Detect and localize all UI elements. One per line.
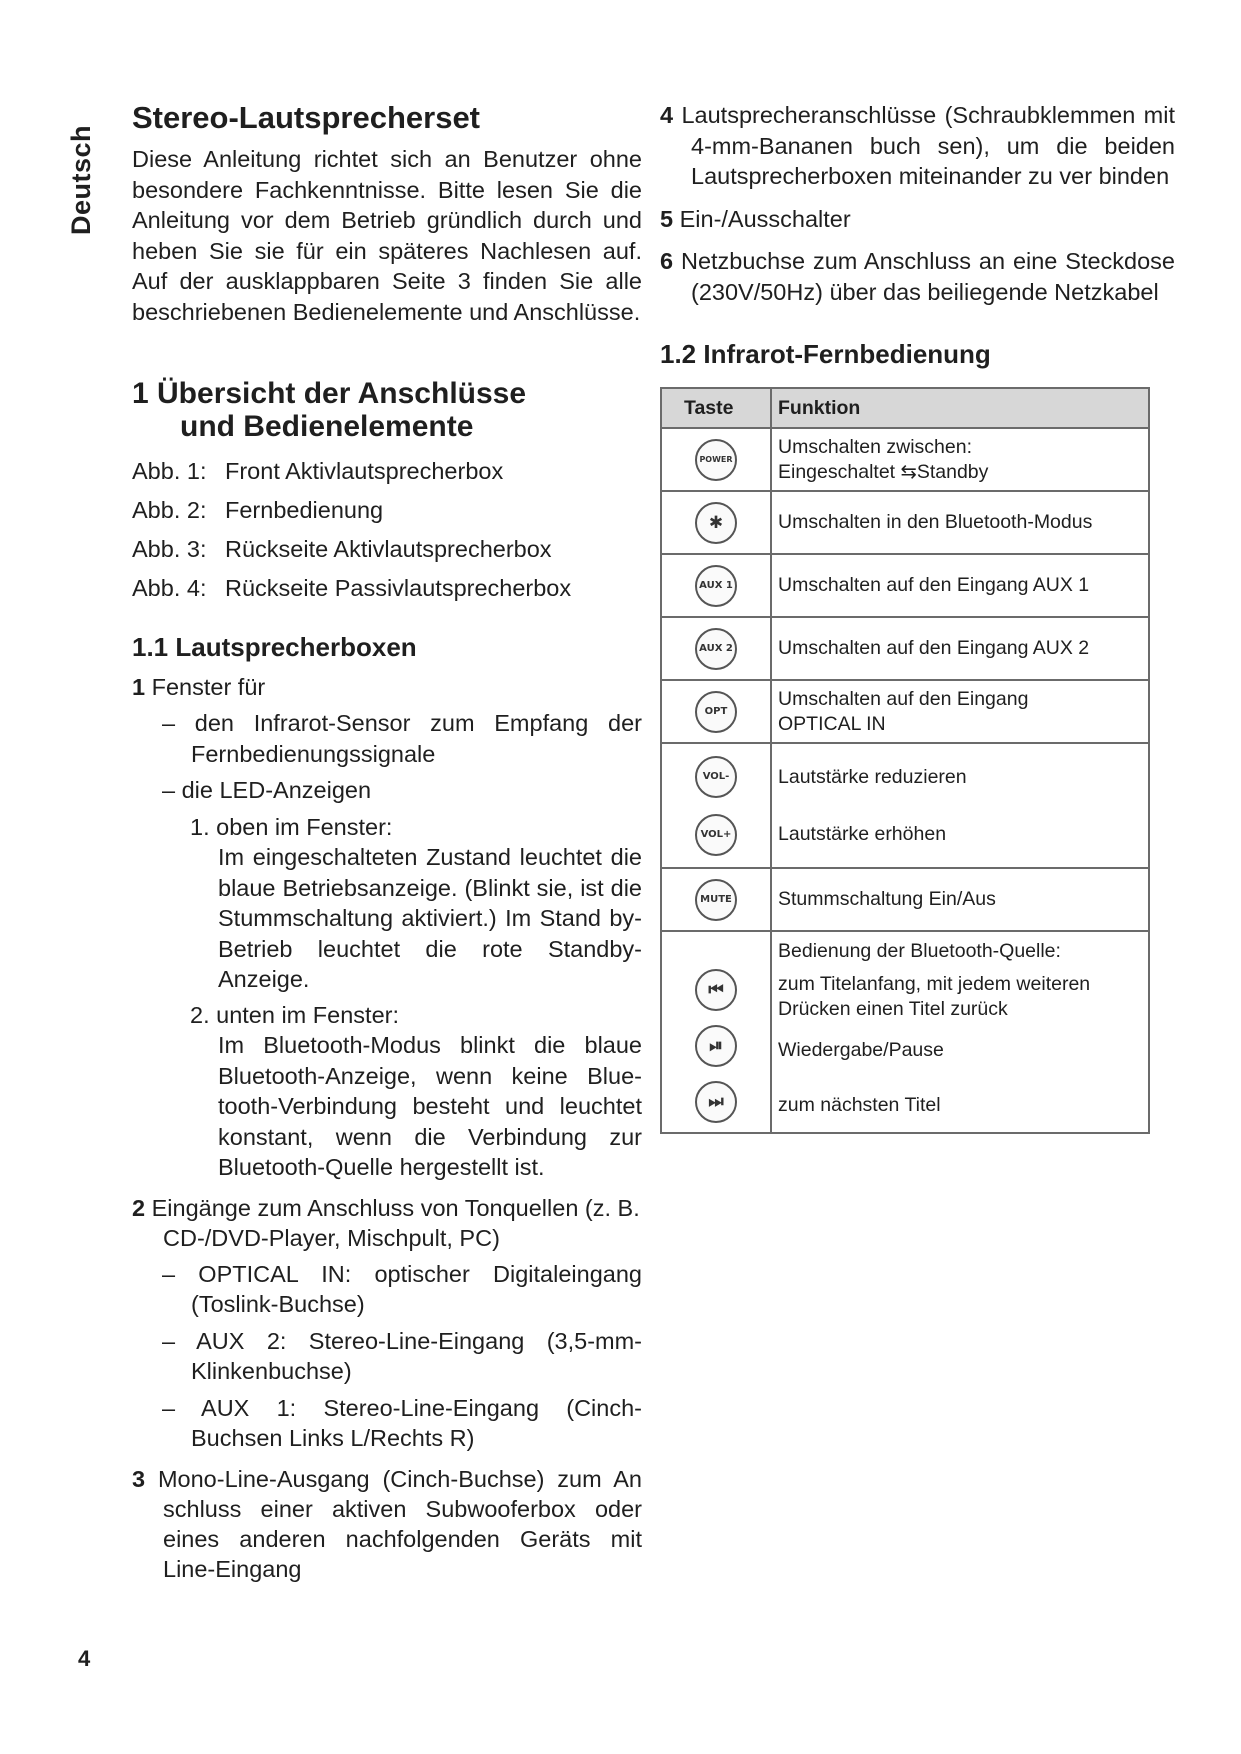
function-text: Lautstärke erhöhen: [778, 822, 947, 845]
table-row: [661, 554, 1149, 617]
volume-up-icon: VOL+: [695, 814, 737, 856]
figure-text: Rückseite Passivlautsprecherbox: [225, 575, 572, 601]
item-number: 3: [132, 1465, 146, 1492]
function-cell: Umschalten auf den Eingang AUX 2: [771, 617, 1149, 680]
section-1-line1: 1 Übersicht der Anschlüsse: [132, 377, 527, 410]
item-number: 4: [660, 102, 674, 128]
page-number: 4: [78, 1646, 91, 1671]
intro-paragraph: Diese Anleitung richtet sich an Benutzer ohne besondere Fachkenntnisse. Bitte lesen Sie die Anleitung vor dem Betrieb gründlich durch und heben Sie sie für ein späteres Nachlesen auf. Auf der ausklappbaren Seite 3 finden Sie alle beschriebenen Bedienelemente und Anschlüsse.: [132, 146, 642, 325]
table-row: [661, 491, 1149, 554]
previous-track-icon: ⏮: [695, 969, 737, 1011]
figure-key: Abb. 3:: [132, 536, 207, 562]
item-text: Fenster für: [151, 674, 266, 700]
item-1-sub-1: [132, 812, 642, 995]
figure-key: Abb. 4:: [132, 575, 207, 601]
sub-heading: 1. oben im Fenster:: [190, 813, 393, 840]
item-2-dash-1: – OPTICAL IN: optischer Digitaleingang (Toslink-Buchse): [162, 1260, 642, 1317]
power-button-icon: POWER: [695, 439, 737, 481]
header-key: Taste: [661, 388, 771, 428]
figure-key: Abb. 2:: [132, 497, 207, 523]
table-row: [661, 931, 1149, 1133]
remote-control-table: [660, 387, 1150, 1134]
function-text: zum Titelanfang, mit jedem weiteren Drücken einen Titel zurück: [778, 972, 1091, 1020]
language-tab: Deutsch: [66, 124, 96, 235]
item-text: Lautsprecheranschlüsse (Schraubklemmen mit 4-mm-Bananen buch sen), um die beiden Lautsprecherboxen miteinander zu ver binden: [681, 102, 1175, 189]
figure-key: Abb. 1:: [132, 458, 207, 484]
function-cell: [771, 931, 1149, 1133]
sub-heading: 2. unten im Fenster:: [190, 1001, 399, 1028]
function-cell: Stummschaltung Ein/Aus: [771, 868, 1149, 931]
table-row: [661, 743, 1149, 868]
right-column: [660, 100, 1175, 1134]
mute-button-icon: MUTE: [695, 879, 737, 921]
item-text: Mono-Line-Ausgang (Cinch-Buchse) zum An schluss einer aktiven Subwooferbox oder eines anderen nachfolgenden Geräts mit Line-Eingang: [157, 1465, 642, 1582]
function-text: Wiedergabe/Pause: [778, 1038, 944, 1061]
item-6: [660, 246, 1175, 307]
section-1-line2: und Bedienelemente: [180, 410, 474, 443]
function-cell: [771, 680, 1149, 743]
item-1-dash-2: – die LED-Anzeigen: [162, 777, 372, 803]
table-row: [661, 680, 1149, 743]
item-number: 1: [132, 674, 146, 700]
left-column: [132, 100, 642, 1590]
figure-list: [132, 457, 642, 602]
item-text: Eingänge zum Anschluss von Tonquellen (z. B. CD-/DVD-Player, Mischpult, PC): [151, 1194, 640, 1251]
aux2-button-icon: AUX 2: [695, 628, 737, 670]
figure-item: [132, 496, 642, 524]
sub-body: Im eingeschalteten Zustand leuchtet die blaue Betriebsanzeige. (Blinkt sie, ist die Stummschaltung aktiviert.) Im Stand by-Betrieb leuchtet die rote Standby-Anzeige.: [218, 844, 642, 992]
function-text: Umschalten zwischen:: [778, 435, 972, 458]
function-text: OPTICAL IN: [778, 712, 886, 735]
item-number: 6: [660, 248, 674, 274]
table-row: [661, 428, 1149, 491]
item-text: Netzbuchse zum Anschluss an eine Steckdose (230V/50Hz) über das beiliegende Netzkabel: [680, 248, 1175, 305]
item-1: [132, 672, 642, 702]
figure-text: Front Aktivlautsprecherbox: [225, 458, 504, 484]
table-row: [661, 868, 1149, 931]
aux1-button-icon: AUX 1: [695, 565, 737, 607]
function-text: zum nächsten Titel: [778, 1093, 941, 1116]
table-row: [661, 617, 1149, 680]
figure-text: Rückseite Aktivlautsprecherbox: [225, 536, 552, 562]
function-cell: Umschalten in den Bluetooth-Modus: [771, 491, 1149, 554]
item-2-dash-3: – AUX 1: Stereo-Line-Eingang (Cinch-Buchsen Links L/Rechts R): [162, 1394, 642, 1451]
function-cell: [771, 428, 1149, 491]
item-2-dash-2: – AUX 2: Stereo-Line-Eingang (3,5-mm-Klinkenbuchse): [162, 1327, 642, 1384]
figure-item: [132, 457, 642, 485]
volume-down-icon: VOL-: [695, 756, 737, 798]
page-title: Stereo-Lautsprecherset: [132, 100, 481, 135]
figure-text: Fernbedienung: [225, 497, 384, 523]
figure-item: [132, 535, 642, 563]
subsection-1-2-heading: 1.2 Infrarot-Fernbedienung: [660, 339, 991, 369]
item-1-sub-2: [132, 1000, 642, 1183]
function-cell: [771, 743, 1149, 868]
next-track-icon: ⏭: [695, 1081, 737, 1123]
bluetooth-icon: ✱: [695, 502, 737, 544]
table-header-row: [661, 388, 1149, 428]
optical-button-icon: OPT: [695, 691, 737, 733]
section-1-heading: [132, 377, 642, 443]
item-number: 5: [660, 205, 674, 232]
sub-body: Im Bluetooth-Modus blinkt die blaue Bluetooth-Anzeige, wenn keine Bluetooth-Verbindung besteht und leuchtet konstant, wenn die Verbindung zur Bluetooth-Quelle hergestellt ist.: [218, 1032, 642, 1180]
function-cell: Umschalten auf den Eingang AUX 1: [771, 554, 1149, 617]
function-text: Umschalten auf den Eingang: [778, 687, 1029, 710]
item-4: [660, 100, 1175, 192]
function-text: Eingeschaltet ⇆Standby: [778, 460, 989, 483]
header-function: Funktion: [771, 388, 1149, 428]
subsection-1-1-heading: 1.1 Lautsprecherboxen: [132, 632, 417, 662]
item-number: 2: [132, 1194, 146, 1221]
function-text: Lautstärke reduzieren: [778, 765, 967, 788]
item-1-dash-1: – den Infrarot-Sensor zum Empfang der Fernbedienungssignale: [162, 710, 642, 767]
item-2: [132, 1193, 642, 1253]
function-title: Bedienung der Bluetooth-Quelle:: [778, 939, 1061, 962]
play-pause-icon: ⏯: [695, 1025, 737, 1067]
item-3: [132, 1464, 642, 1584]
item-5: [660, 204, 1175, 235]
figure-item: [132, 574, 642, 602]
item-text: Ein-/Ausschalter: [679, 205, 851, 232]
